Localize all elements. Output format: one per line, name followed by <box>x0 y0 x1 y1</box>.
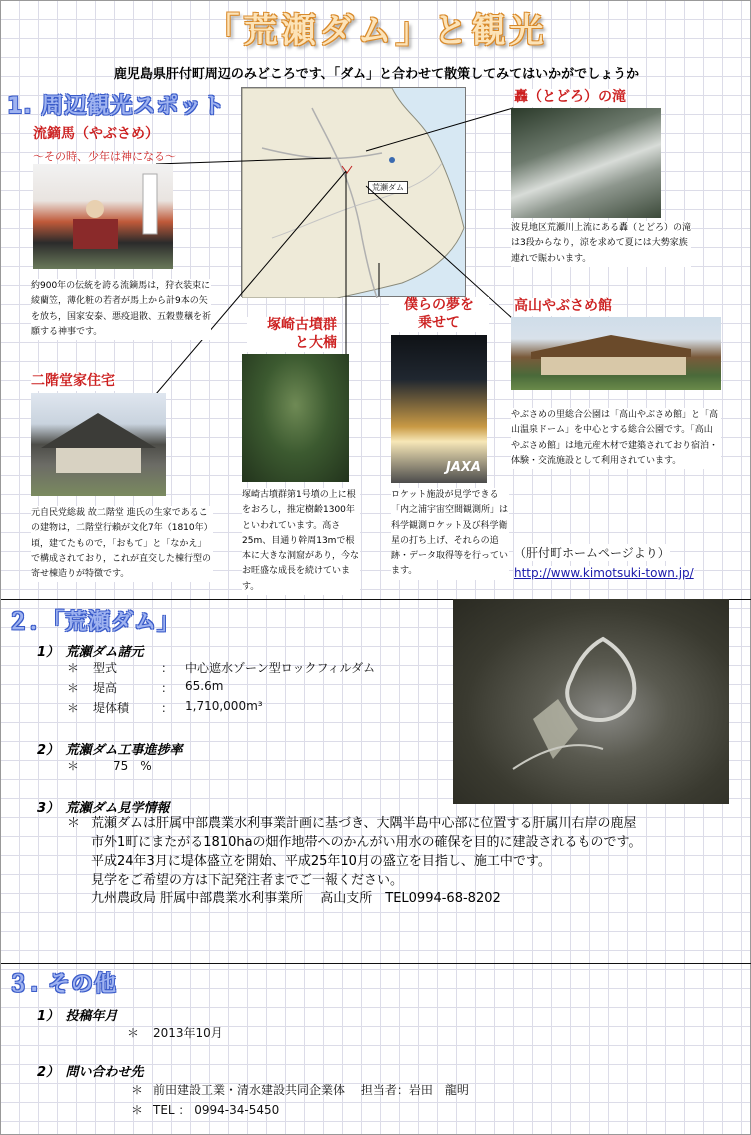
spot-tsukazaki-desc: 塚崎古墳群第1号墳の上に根をおろし，推定樹齢1300年といわれています。高さ25m、目通り幹周13mで根本に大きな洞窟があり，今なお旺盛な成長を続けています。 <box>242 488 360 595</box>
spec-bullet: ＊ <box>67 661 80 675</box>
contact-row <box>131 1101 631 1121</box>
spot-todoro-desc: 波見地区荒瀬川上流にある轟（とどろ）の滝は3段からなり，涼を求めて夏には大勢家族連れで賑わいます。 <box>511 221 691 267</box>
spec-value: 1,710,000m³ <box>185 699 263 713</box>
spec-sep: ： <box>161 701 174 715</box>
spot-yabusame-sub: ～その時、少年は神になる～ <box>33 150 176 163</box>
spot-rocket-title-line2: 乗せて <box>418 314 460 331</box>
contact-row <box>131 1081 631 1101</box>
divider-2 <box>1 963 751 964</box>
spec-label: 型式 <box>93 661 118 675</box>
spec-label: 堤体積 <box>93 701 130 715</box>
spot-rocket-desc: ロケット施設が見学できる「内之浦宇宙空間観測所」は科学観測ロケット及び科学衛星の打ち上げ、それらの追跡・データ取得等を行っています。 <box>391 488 509 580</box>
progress-heading: 2） 荒瀬ダム工事進捗率 <box>37 743 183 758</box>
spec-value: 中心遮水ゾーン型ロックフィルダム <box>185 661 376 675</box>
spot-rocket-title <box>389 297 489 332</box>
rocket-photo <box>391 335 487 483</box>
page-title: 「荒瀬ダム」と観光 <box>205 11 548 51</box>
contact-bullet: ＊ <box>131 1103 144 1117</box>
date-heading: 1） 投稿年月 <box>37 1009 118 1024</box>
spec-value: 65.6m <box>185 679 224 693</box>
visit-line: 市外1町にまたがる1810haの畑作地帯へのかんがい用水の確保を目的に建設されるものです。 <box>91 834 642 850</box>
date-bullet: ＊ <box>127 1026 140 1040</box>
spec-bullet: ＊ <box>67 681 80 695</box>
visit-bullet: ＊ <box>67 816 81 831</box>
progress-bullet: ＊ <box>67 759 80 773</box>
visit-info <box>91 815 642 909</box>
spec-bullet: ＊ <box>67 701 80 715</box>
spot-nikaido-desc: 元自民党総裁 故二階堂 進氏の生家であるこの建物は，二階堂行賴が文化7年（1810年）頃，建てたもので，「おもて」と「なかえ」で構成されており，これが直交した棟行型の寄せ棟造りが特徴です。 <box>31 506 213 582</box>
spot-todoro-title: 轟（とどろ）の滝 <box>514 89 626 105</box>
section2-heading: ２．「荒瀬ダム」 <box>7 610 181 635</box>
visit-heading: 3） 荒瀬ダム見学情報 <box>37 801 170 816</box>
map-label-dam: 荒瀬ダム <box>368 181 408 194</box>
todoro-photo <box>511 108 661 218</box>
spot-tsukazaki-title <box>247 317 337 352</box>
spec-heading: 1） 荒瀬ダム諸元 <box>37 645 144 660</box>
takayama-photo <box>511 317 721 390</box>
yabusame-photo <box>33 164 173 269</box>
section1-heading: 1. 周辺観光スポット <box>7 94 226 119</box>
contact-bullet: ＊ <box>131 1083 144 1097</box>
progress-row <box>67 757 267 777</box>
spot-takayama-desc: やぶさめの里総合公園は「高山やぶさめ館」と「高山温泉ドーム」を中心とする総合公園です。「高山やぶさめ館」は地元産木材で建築されており宿泊・体験・交流施設として利用されています。 <box>511 408 721 469</box>
takayama-photo-art <box>511 317 721 390</box>
yabusame-photo-art <box>33 164 173 269</box>
visit-line: 荒瀬ダムは肝属中部農業水利事業計画に基づき、大隅半島中心部に位置する肝属川右岸の鹿屋 <box>91 816 637 831</box>
spot-tsukazaki-title-line1: 塚崎古墳群 <box>267 317 337 333</box>
date-row <box>127 1024 347 1044</box>
section3-heading: ３. その他 <box>7 972 118 997</box>
spot-nikaido-title: 二階堂家住宅 <box>31 373 115 389</box>
contact-value: 前田建設工業・清水建設共同企業体 担当者：岩田 龍明 <box>153 1083 469 1097</box>
source-note: （肝付町ホームページより） <box>514 546 670 560</box>
date-value: 2013年10月 <box>153 1026 223 1040</box>
dam-aerial-photo <box>453 599 729 804</box>
source-link[interactable]: http://www.kimotsuki-town.jp/ <box>514 566 694 580</box>
spot-yabusame-desc: 約900年の伝統を誇る流鏑馬は，狩衣装束に綾藺笠，薄化粧の若者が馬上から計9本の矢を放ち，国家安泰、悪疫退散、五穀豊穣を祈願する神事です。 <box>31 279 211 340</box>
spot-takayama-title: 高山やぶさめ館 <box>514 298 612 314</box>
spot-yabusame-title: 流鏑馬（やぶさめ） <box>33 126 159 142</box>
nikaido-photo <box>31 393 166 496</box>
jaxa-logo: JAXA <box>446 460 481 475</box>
spec-sep: ： <box>161 661 174 675</box>
tsukazaki-photo <box>242 354 349 482</box>
spot-rocket-title-line1: 僕らの夢を <box>404 297 474 313</box>
spec-label: 堤高 <box>93 681 118 695</box>
nikaido-photo-art <box>31 393 166 496</box>
contact-heading: 2） 問い合わせ先 <box>37 1065 144 1080</box>
contact-value: TEL ： 0994-34-5450 <box>153 1103 280 1117</box>
visit-line: 九州農政局 肝属中部農業水利事業所 高山支所 TEL0994-68-8202 <box>91 891 501 907</box>
spec-sep: ： <box>161 681 174 695</box>
progress-value: 75 % <box>113 759 152 773</box>
page-subtitle: 鹿児島県肝付町周辺のみどころです、「ダム」と合わせて散策してみてはいかがでしょうか <box>113 67 640 82</box>
visit-line: 見学をご希望の方は下記発注者までご一報ください。 <box>91 872 404 888</box>
visit-line: 平成24年3月に堤体盛立を開始、平成25年10月の盛立を目指し、施工中です。 <box>91 853 551 869</box>
spot-tsukazaki-title-line2: と大楠 <box>295 334 337 351</box>
dam-aerial-art <box>453 599 729 804</box>
